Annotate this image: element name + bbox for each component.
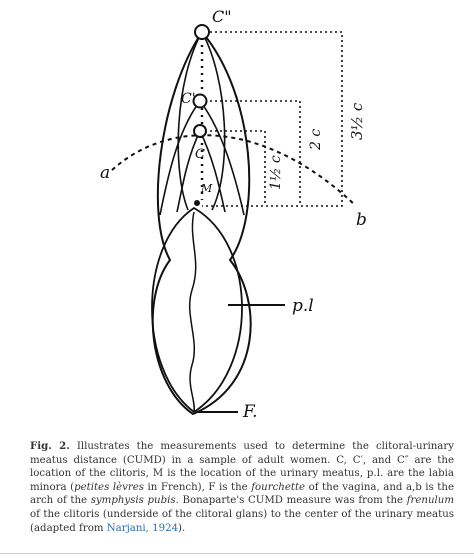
label-c1: C' — [181, 91, 196, 107]
outer-outline — [153, 32, 251, 414]
inner-curve — [178, 32, 202, 210]
label-c: C — [195, 147, 205, 162]
label-m: M — [201, 182, 213, 195]
inner-curve — [200, 131, 225, 212]
label-f: F. — [243, 402, 258, 422]
figure-caption — [30, 440, 454, 535]
caption-italic: symphysis pubis — [90, 495, 176, 507]
label-dist-c2: 3½ c — [348, 102, 366, 140]
caption-text: of the vagina, and a,b is the arch of the — [30, 481, 454, 507]
label-b: b — [356, 210, 367, 230]
caption-italic: petites lèvres — [74, 481, 145, 493]
point-m — [194, 200, 200, 206]
label-dist-c1: 2 c — [308, 128, 324, 150]
bottom-divider — [0, 553, 474, 554]
caption-text: of the clitoris (underside of the clitoral glans) to the center of the urinary meatus (adapted from — [30, 508, 454, 534]
label-a: a — [100, 163, 111, 183]
point-c — [194, 125, 206, 137]
reference-link[interactable]: Narjani, 1924 — [106, 522, 179, 534]
inner-curve — [177, 131, 200, 212]
midline-crease — [190, 212, 196, 412]
label-pl: p.l — [292, 296, 314, 316]
label-dist-c: 1½ c — [268, 155, 284, 190]
caption-text: in French), F is the — [144, 481, 252, 493]
point-c2 — [195, 25, 209, 39]
caption-text: . Bonaparte's CUMD measure was from the — [175, 495, 407, 507]
caption-text: ). — [178, 522, 186, 534]
caption-label: Fig. 2. — [30, 440, 70, 452]
caption-italic: fourchette — [251, 481, 306, 493]
caption-italic: frenulum — [406, 495, 454, 507]
label-c2: C" — [212, 7, 232, 26]
caption-text: Illustrates the measurements used to determine the clitoral-urinary meatus distance (CUMD) in a sample of adult women. C, C′, and C″ are the location of the clitoris, M is the location of the urinary meatus, p.l. are the labia minora ( — [30, 441, 454, 493]
